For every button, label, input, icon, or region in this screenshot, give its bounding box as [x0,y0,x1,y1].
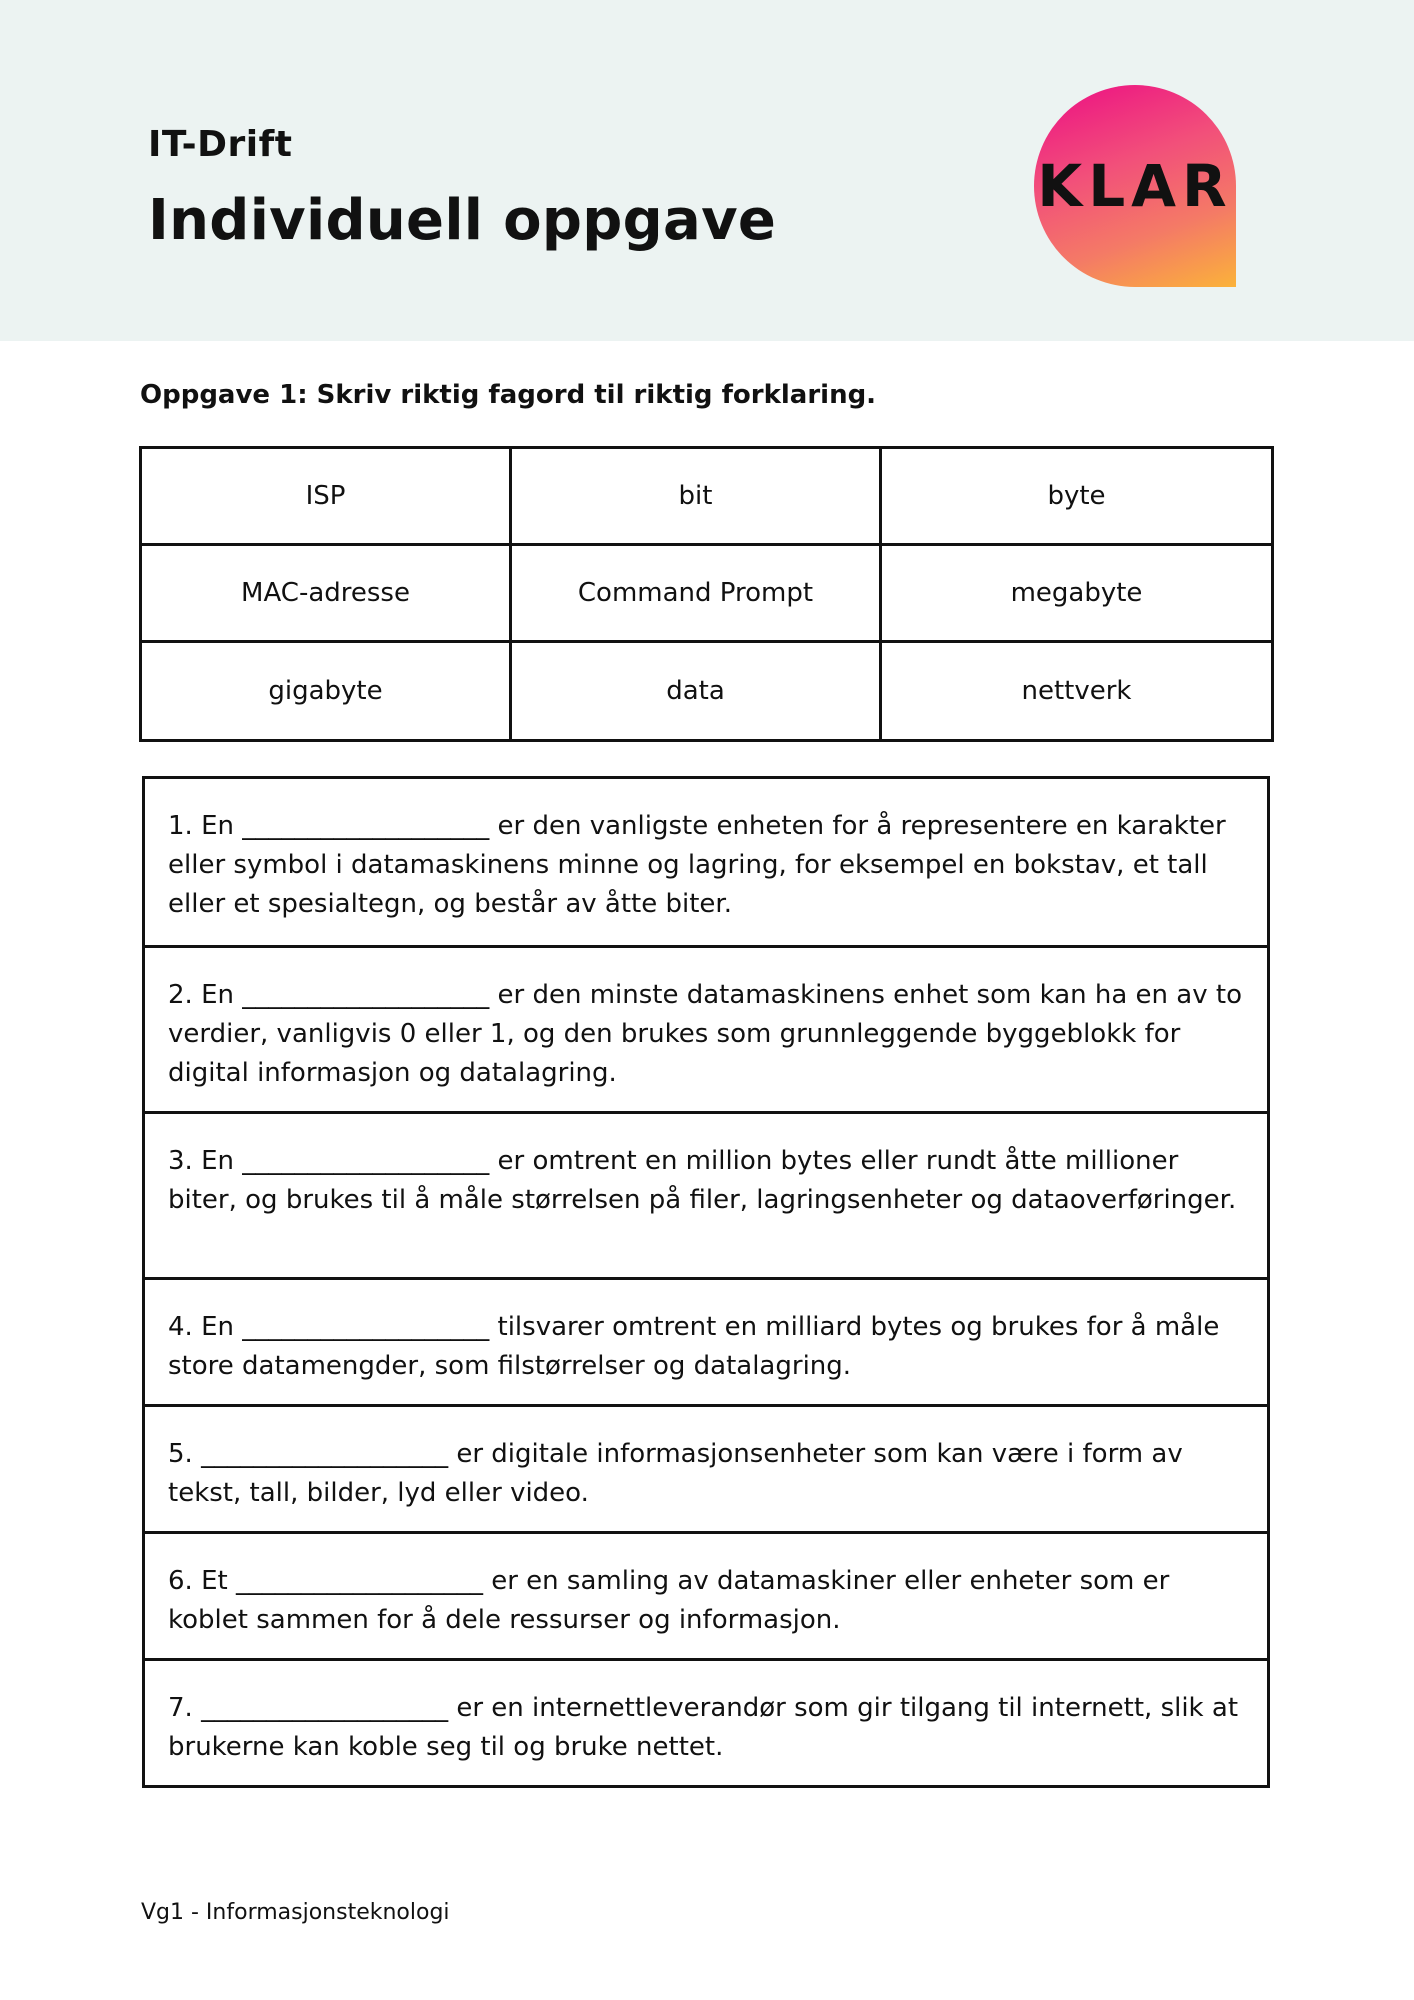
question-number: 7. [168,1693,193,1723]
word-bank-cell: byte [881,448,1273,545]
word-bank-row [141,448,1273,545]
questions-table [142,776,1270,1788]
logo-text: KLAR [1037,152,1233,220]
question-row-4 [145,1277,1267,1404]
question-number: 2. En [168,980,234,1010]
question-number: 3. En [168,1146,234,1176]
answer-blank[interactable]: ___________________ [242,1312,490,1342]
question-text: tilsvarer omtrent en milliard bytes og brukes for å måle store datamengder, som filstørrelser og datalagring. [168,1312,1220,1381]
question-row-6 [145,1531,1267,1658]
word-bank-row [141,642,1273,741]
answer-blank[interactable]: ___________________ [201,1439,449,1469]
word-bank-cell: data [511,642,881,741]
question-row-7 [145,1658,1267,1785]
word-bank-cell: Command Prompt [511,545,881,642]
word-bank-cell: gigabyte [141,642,511,741]
question-text: er den vanligste enheten for å representere en karakter eller symbol i datamaskinens minne og lagring, for eksempel en bokstav, et tall eller et spesialtegn, og består av åtte biter. [168,811,1226,919]
page-title: Individuell oppgave [148,188,777,253]
word-bank-cell: megabyte [881,545,1273,642]
question-number: 6. Et [168,1566,228,1596]
word-bank-cell: MAC-adresse [141,545,511,642]
answer-blank[interactable]: ___________________ [242,811,490,841]
answer-blank[interactable]: ___________________ [201,1693,449,1723]
subject-label: IT-Drift [148,124,293,165]
question-text: er en samling av datamaskiner eller enheter som er koblet sammen for å dele ressurser og informasjon. [168,1566,1170,1635]
question-row-1 [145,779,1267,945]
question-number: 1. En [168,811,234,841]
word-bank-cell: bit [511,448,881,545]
question-row-2 [145,945,1267,1111]
answer-blank[interactable]: ___________________ [242,980,490,1010]
question-row-3 [145,1111,1267,1277]
question-row-5 [145,1404,1267,1531]
task-heading: Oppgave 1: Skriv riktig fagord til riktig forklaring. [140,380,877,410]
klar-logo [1034,85,1236,287]
word-bank-cell: nettverk [881,642,1273,741]
word-bank-row [141,545,1273,642]
question-text: er en internettleverandør som gir tilgang til internett, slik at brukerne kan koble seg til og bruke nettet. [168,1693,1239,1762]
answer-blank[interactable]: ___________________ [242,1146,490,1176]
question-text: er omtrent en million bytes eller rundt åtte millioner biter, og brukes til å måle størrelsen på filer, lagringsenheter og dataoverføringer. [168,1146,1237,1215]
question-number: 5. [168,1439,193,1469]
word-bank-cell: ISP [141,448,511,545]
footer-text: Vg1 - Informasjonsteknologi [141,1900,450,1925]
question-text: er den minste datamaskinens enhet som kan ha en av to verdier, vanligvis 0 eller 1, og den brukes som grunnleggende byggeblokk for digital informasjon og datalagring. [168,980,1242,1088]
header-band [0,0,1414,341]
answer-blank[interactable]: ___________________ [235,1566,483,1596]
question-text: er digitale informasjonsenheter som kan være i form av tekst, tall, bilder, lyd eller video. [168,1439,1183,1508]
question-number: 4. En [168,1312,234,1342]
word-bank-table [139,446,1274,742]
